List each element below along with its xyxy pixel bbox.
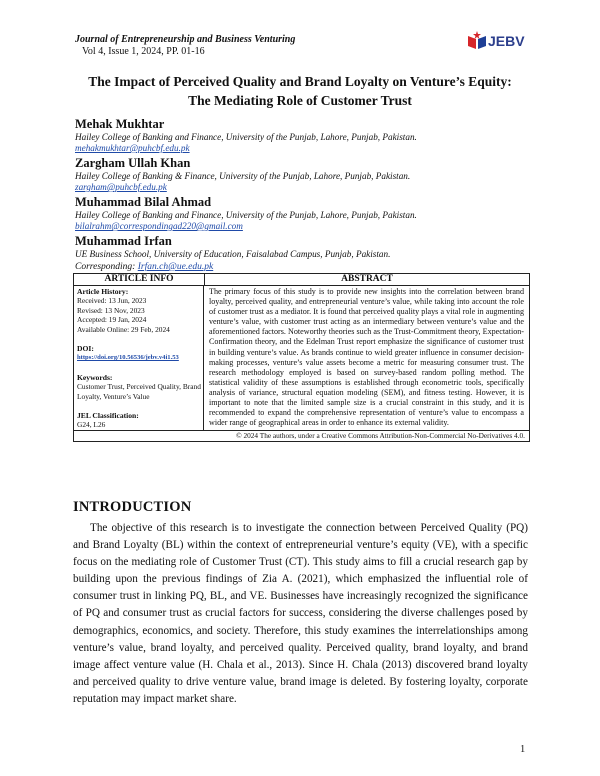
- author-affiliation: Hailey College of Banking & Finance, University of the Punjab, Lahore, Punjab, Pakistan.: [75, 171, 411, 181]
- author-email-link[interactable]: bilalrahm@correspondingad220@gmail.com: [75, 221, 243, 231]
- corresponding-email-link[interactable]: Irfan.ch@ue.edu.pk: [137, 262, 214, 272]
- page-number: 1: [520, 744, 526, 755]
- journal-issue: Vol 4, Issue 1, 2024, PP. 01-16: [82, 46, 205, 57]
- author-name: Muhammad Bilal Ahmad: [75, 195, 212, 209]
- title-line: The Mediating Role of Customer Trust: [188, 93, 412, 108]
- article-info-column: [74, 286, 204, 430]
- abstract-text: The primary focus of this study is to provide new insights into the correlation between brand loyalty, perceived quality, and entrepreneurial venture’s value, while taking into account the role of customer trust as a mediator. It is found that perceived quality plays a vital role in augmenting venture’s value, with customer trust acting as an intermediary between venture’s value and the aforementioned factors. Noteworthy theories such as the Trust-Commitment theory, Expectation-Confirmation theory, and the Edelman Trust report emphasize the significance of customer trust in building venture’s value. As brands continue to wield greater influence in consumer decision-making processes, venture’s value assets become a metric for measuring consumer trust. The research methodology employed is based on survey-based random polling method. The statistical validity of these assumptions is established through econometric tools, specifically analysis of variance, structural equation modeling (SEM), and fitness testing. However, it is important to note that the limited sample size is a crucial constraint in this study, and it is recommended to expand the comprehensive representation of venture’s value to encompass a wider range of geographical areas in order to enhance its external validity.: [209, 287, 524, 428]
- author-affiliation: Hailey College of Banking and Finance, University of the Punjab, Lahore, Punjab, Pakistan.: [75, 132, 417, 142]
- author-affiliation: Hailey College of Banking and Finance, University of the Punjab, Lahore, Punjab, Pakistan.: [75, 210, 417, 220]
- author-block: [75, 117, 535, 154]
- paper-title: [60, 72, 540, 110]
- revised-date: Revised: 13 Nov, 2023: [77, 305, 145, 315]
- author-block: [75, 156, 535, 193]
- author-list: [75, 117, 535, 262]
- author-name: Mehak Mukhtar: [75, 117, 165, 131]
- jel-label: JEL Classification:: [77, 411, 139, 421]
- corresponding-label: Corresponding:: [75, 262, 136, 272]
- author-email-link[interactable]: zargham@puhcbf.edu.pk: [75, 182, 167, 192]
- journal-name: Journal of Entrepreneurship and Business Venturing: [75, 34, 296, 45]
- license-note: © 2024 The authors, under a Creative Commons Attribution-Non-Commercial No-Derivatives 4.0.: [236, 431, 525, 441]
- received-date: Received: 13 Jun, 2023: [77, 296, 147, 306]
- available-date: Available Online: 29 Feb, 2024: [77, 324, 170, 334]
- author-block: [75, 195, 535, 232]
- logo-text: JEBV: [488, 33, 525, 49]
- corresponding-author: [75, 262, 213, 273]
- article-info-table: [73, 273, 530, 442]
- keywords-text: Customer Trust, Perceived Quality, Brand Loyalty, Venture’s Value: [77, 382, 201, 401]
- author-affiliation: UE Business School, University of Education, Faisalabad Campus, Punjab, Pakistan.: [75, 249, 391, 259]
- author-block: [75, 234, 535, 260]
- author-name: Zargham Ullah Khan: [75, 156, 191, 170]
- abstract-heading: ABSTRACT: [341, 274, 393, 284]
- accepted-date: Accepted: 19 Jan, 2024: [77, 315, 147, 325]
- doi-link[interactable]: https://doi.org/10.56536/jebv.v4i1.53: [77, 354, 179, 362]
- history-label: Article History:: [77, 287, 129, 296]
- jel-codes: G24, L26: [77, 420, 106, 430]
- table-body-row: [74, 286, 529, 431]
- keywords-label: Keywords:: [77, 372, 113, 382]
- title-line: The Impact of Perceived Quality and Brand Loyalty on Venture’s Equity:: [88, 74, 512, 89]
- table-header-row: [74, 274, 529, 286]
- journal-logo: [466, 30, 528, 52]
- author-email-link[interactable]: mehakmukhtar@puhcbf.edu.pk: [75, 143, 190, 153]
- author-name: Muhammad Irfan: [75, 234, 172, 248]
- book-icon: [466, 30, 488, 52]
- article-info-heading: ARTICLE INFO: [74, 274, 205, 285]
- section-heading-introduction: INTRODUCTION: [73, 499, 192, 515]
- doi-label: DOI:: [77, 344, 94, 354]
- introduction-paragraph: The objective of this research is to investigate the connection between Perceived Quality (PQ) and Brand Loyalty (BL) within the context of entrepreneurial venture’s equity (VE), with a specific focus on the mediating role of Customer Trust (CT). This study aims to fill a crucial research gap by building upon the previous findings of Zia A. (2021), which emphasized the influential role of consumer trust in linking PQ, BL, and VE. Businesses have increasingly recognized the significance of PQ and consumer trust as crucial factors for success, considering the diverse challenges posed by demographics, economics, and society. Therefore, this study examines the interrelationships among venture’s value, brand loyalty, and perceived quality. Perceived quality, brand loyalty, and brand image affect venture value (H. Chala et al., 2013). Since H. Chala (2013) discovered brand loyalty and perceived quality to drive venture value, brand image is deleted. By fostering loyalty, corporate reputation may impact market share.: [73, 522, 528, 705]
